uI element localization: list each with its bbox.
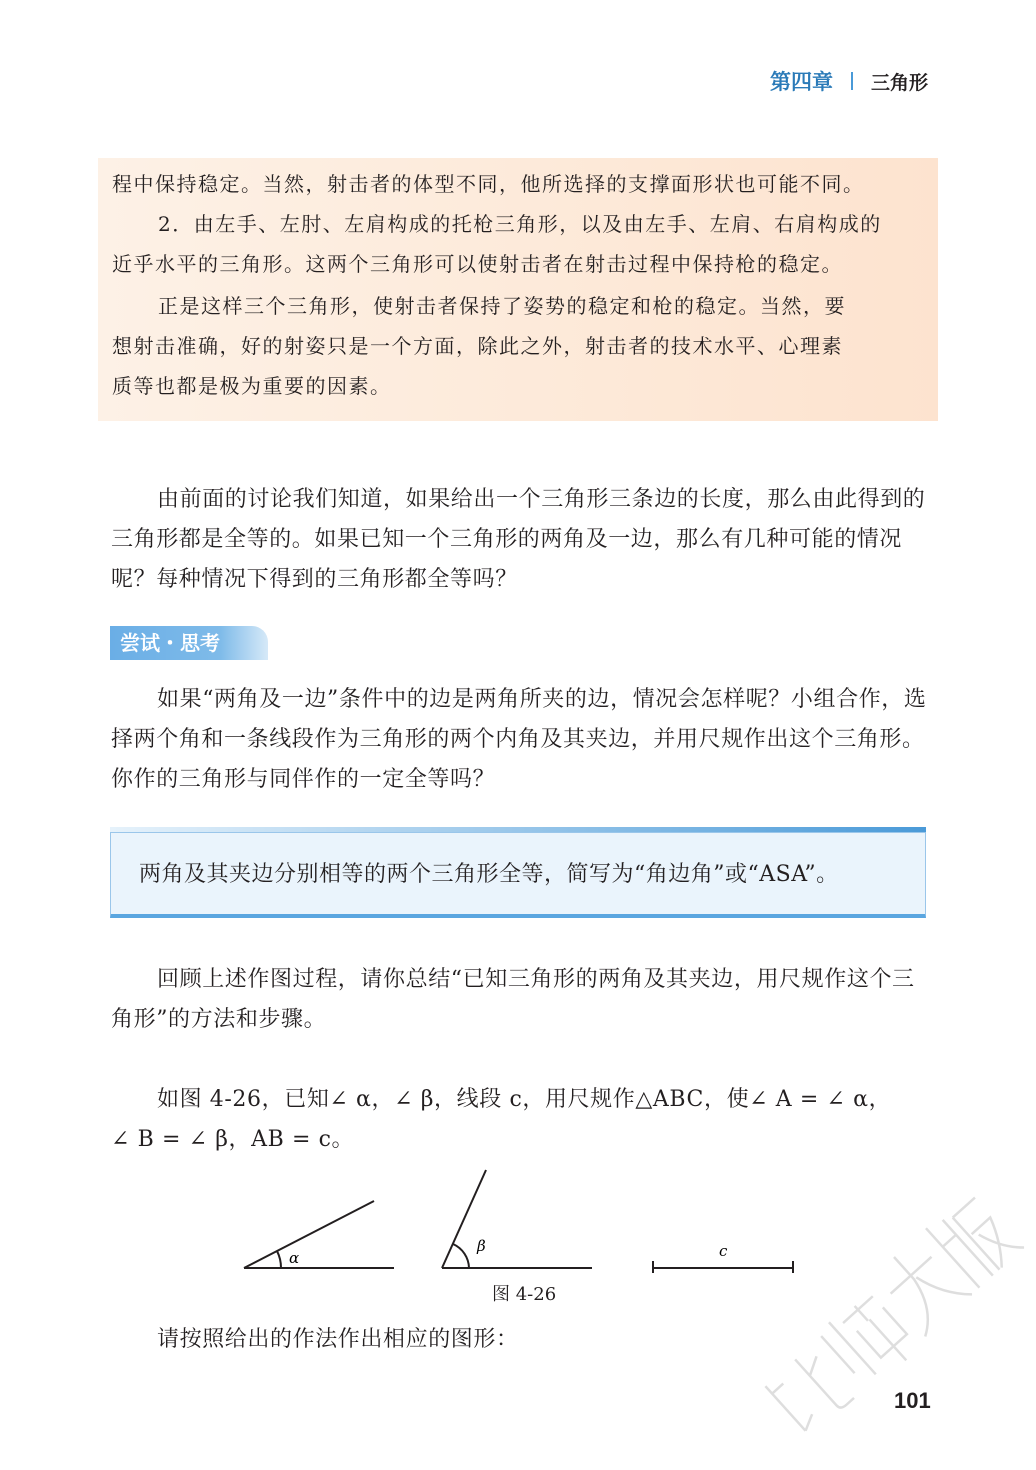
reading-line: 质等也都是极为重要的因素。 xyxy=(112,374,392,398)
chapter-label: 第四章 xyxy=(769,70,833,94)
paragraph-review: 回顾上述作图过程，请你总结“已知三角形的两角及其夹边，用尺规作这个三角形”的方法和步骤。 xyxy=(111,967,915,1032)
c-label: c xyxy=(719,1242,728,1260)
section-tag: 尝试・思考 xyxy=(110,626,268,660)
reading-line: 想射击准确，好的射姿只是一个方面，除此之外，射击者的技术水平、心理素 xyxy=(112,334,843,358)
figure-caption: 图 4-26 xyxy=(492,1284,557,1305)
beta-label: β xyxy=(477,1237,486,1255)
reading-line: 近乎水平的三角形。这两个三角形可以使射击者在射击过程中保持枪的稳定。 xyxy=(112,252,843,276)
paragraph-figure-intro-1: 如图 4-26，已知∠ α，∠ β，线段 c，用尺规作△ABC，使∠ A = ∠ α， xyxy=(157,1087,892,1112)
angle-beta xyxy=(442,1170,592,1268)
paragraph-try-think: 如果“两角及一边”条件中的边是两角所夹的边，情况会怎样呢？小组合作，选择两个角和一条线段作为三角形的两个内角及其夹边，并用尺规作出这个三角形。你作的三角形与同伴作的一定全等吗？ xyxy=(111,687,927,792)
reading-line: 2．由左手、左肘、左肩构成的托枪三角形，以及由左手、左肩、右肩构成的 xyxy=(158,212,882,236)
reading-line: 程中保持稳定。当然，射击者的体型不同，他所选择的支撑面形状也可能不同。 xyxy=(112,172,865,196)
paragraph-instruction: 请按照给出的作法作出相应的图形： xyxy=(157,1327,519,1352)
watermark xyxy=(700,1150,1030,1470)
chapter-title: 三角形 xyxy=(870,71,928,94)
page-number: 101 xyxy=(894,1388,931,1413)
reading-line: 正是这样三个三角形，使射击者保持了姿势的稳定和枪的稳定。当然，要 xyxy=(158,294,846,318)
paragraph-figure-intro-2: ∠ B = ∠ β，AB = c。 xyxy=(111,1127,355,1152)
page-header xyxy=(770,66,928,96)
theorem-text: 两角及其夹边分别相等的两个三角形全等，简写为“角边角”或“ASA”。 xyxy=(139,862,839,887)
paragraph-intro: 由前面的讨论我们知道，如果给出一个三角形三条边的长度，那么由此得到的三角形都是全等的。如果已知一个三角形的两角及一边，那么有几种可能的情况呢？每种情况下得到的三角形都全等吗？ xyxy=(111,487,926,592)
reading-box xyxy=(98,158,938,421)
header-separator xyxy=(851,72,853,90)
alpha-label: α xyxy=(289,1249,300,1267)
angle-alpha xyxy=(244,1201,394,1268)
theorem-box xyxy=(110,832,926,918)
